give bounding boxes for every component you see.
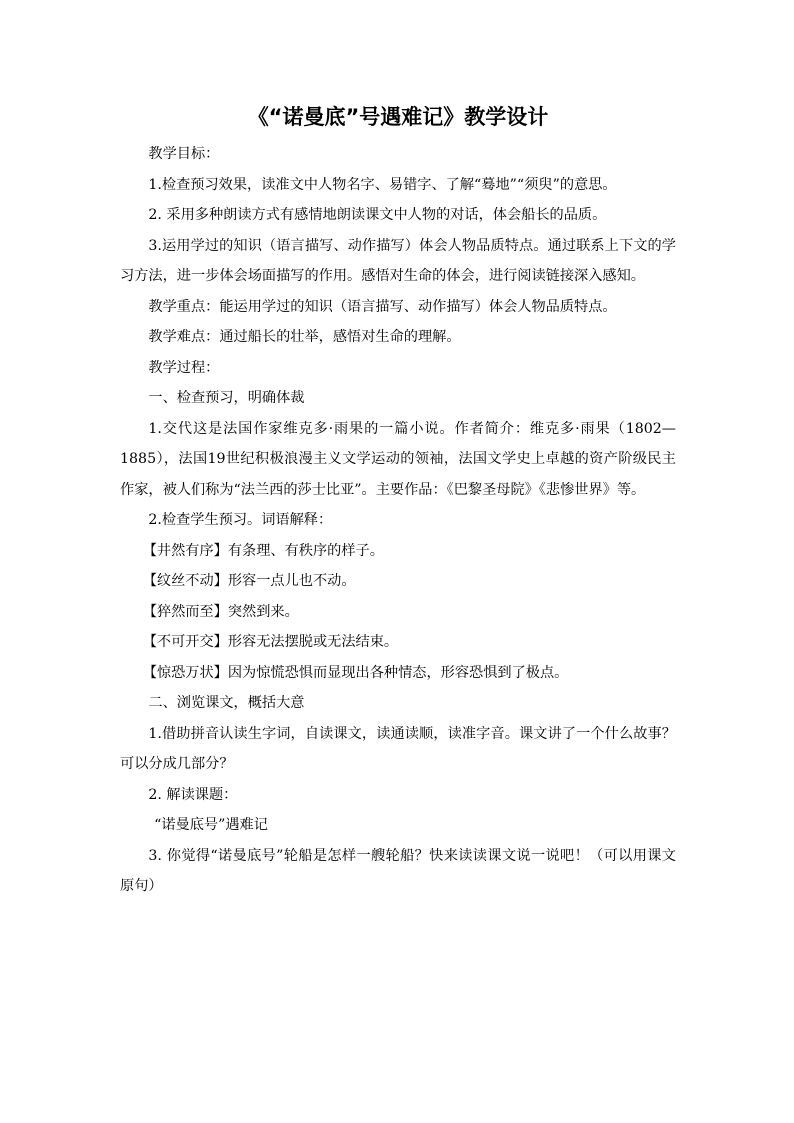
process-heading: 教学过程：	[148, 359, 220, 376]
objective-1: 1.检查预习效果，读准文中人物名字、易错字、了解“蓦地”“须臾”的意思。	[148, 176, 617, 193]
step-3: 3. 你觉得“诺曼底号”轮船是怎样一艘轮船？快来读读课文说一说吧！（可以用课文原句）	[120, 847, 676, 894]
document-body	[120, 139, 676, 902]
section-2-heading: 二、浏览课文，概括大意	[148, 695, 305, 711]
lesson-title-quote: “诺曼底号”遇难记	[154, 817, 268, 833]
objective-3: 3.运用学过的知识（语言描写、动作描写）体会人物品质特点。通过联系上下文的学习方法，进一步体会场面描写的作用。感悟对生命的体会，进行阅读链接深入感知。	[120, 237, 676, 284]
step-2: 2. 解读课题：	[148, 786, 238, 803]
vocab-item: 【不可开交】形容无法摆脱或无法结束。	[142, 634, 399, 650]
vocab-item: 【纹丝不动】形容一点儿也不动。	[142, 573, 356, 589]
key-point: 教学重点：能运用学过的知识（语言描写、动作描写）体会人物品质特点。	[148, 298, 617, 315]
step-1: 1.借助拼音认读生字词，自读课文，读通读顺，读准字音。课文讲了一个什么故事？可以分成几部分？	[120, 725, 676, 772]
objectives-heading: 教学目标：	[148, 146, 220, 162]
vocab-heading: 2.检查学生预习。词语解释：	[148, 512, 333, 528]
objective-2: 2. 采用多种朗读方式有感情地朗读课文中人物的对话，体会船长的品质。	[148, 207, 607, 223]
vocab-item: 【惊恐万状】因为惊慌恐惧而显现出各种情态，形容恐惧到了极点。	[142, 664, 569, 681]
difficult-point: 教学难点：通过船长的壮举，感悟对生命的理解。	[148, 329, 461, 345]
vocab-item: 【井然有序】有条理、有秩序的样子。	[142, 542, 384, 559]
document-title: 《“诺曼底”号遇难记》教学设计	[247, 105, 549, 129]
vocab-item: 【猝然而至】突然到来。	[142, 603, 299, 620]
author-intro: 1.交代这是法国作家维克多·雨果的一篇小说。作者简介：维克多·雨果（1802—1885），法国19世纪积极浪漫主义文学运动的领袖，法国文学史上卓越的资产阶级民主作家，被人们称为“法兰西的莎士比亚”。主要作品：《巴黎圣母院》《悲惨世界》等。	[120, 420, 676, 498]
section-1-heading: 一、检查预习，明确体裁	[148, 390, 305, 406]
